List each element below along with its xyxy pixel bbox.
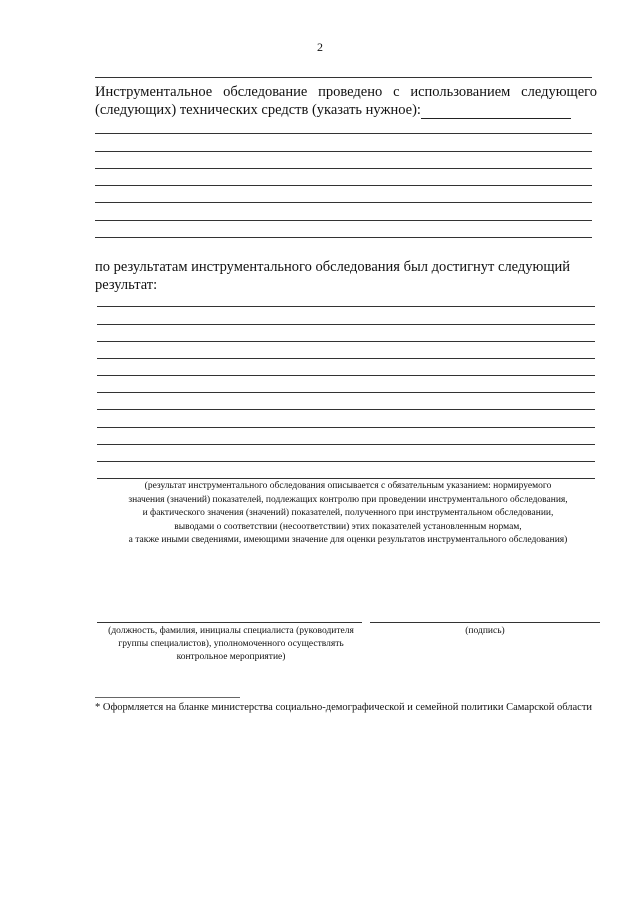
- result-blank-line: [97, 306, 595, 307]
- position-name-caption: [96, 625, 366, 664]
- caption-line: значения (значений) показателей, подлежащих контролю при проведении инструментального обследования,: [128, 494, 568, 505]
- instruments-blank-line: [95, 168, 592, 169]
- position-name-line: [97, 622, 362, 623]
- caption-line: группы специалистов), уполномоченного осуществлять: [118, 639, 344, 649]
- caption-line: и фактического значения (значений) показателей, полученного при инструментальном обследовании,: [142, 508, 554, 518]
- signature-caption: (подпись): [465, 626, 505, 636]
- caption-line: (должность, фамилия, инициалы специалиста (руководителя: [108, 626, 354, 636]
- result-blank-line: [97, 324, 595, 325]
- top-rule: [95, 77, 592, 78]
- result-caption: [88, 480, 608, 548]
- result-blank-line: [97, 444, 595, 445]
- result-blank-line: [97, 375, 595, 376]
- instruments-blank-line: [95, 220, 592, 221]
- footnote: * Оформляется на бланке министерства социально-демографической и семейной политики Самарской области: [95, 702, 593, 713]
- result-blank-line: [97, 392, 595, 393]
- instruments-blank-line: [95, 202, 592, 203]
- caption-line: выводами о соответствии (несоответствии) этих показателей установленным нормам,: [174, 521, 522, 532]
- instruments-paragraph: [95, 83, 597, 119]
- result-blank-line: [97, 358, 595, 359]
- page-number: 2: [317, 40, 323, 54]
- instruments-blank-line: [95, 237, 592, 238]
- instruments-text: Инструментальное обследование проведено с использованием следующего (следующих) технических средств (указать нужное):: [95, 84, 597, 118]
- result-blank-line: [97, 409, 595, 410]
- signature-line: [370, 622, 600, 623]
- result-blank-line: [97, 478, 595, 479]
- instruments-blank-line: [95, 133, 592, 134]
- caption-line: (результат инструментального обследования описывается с обязательным указанием: нормируемого: [144, 481, 552, 491]
- instruments-blank-line: [95, 151, 592, 152]
- caption-line: а также иными сведениями, имеющими значение для оценки результатов инструментального обследования): [128, 535, 568, 545]
- result-blank-line: [97, 461, 595, 462]
- result-blank-line: [97, 427, 595, 428]
- result-paragraph: по результатам инструментального обследования был достигнут следующий результат:: [95, 259, 571, 293]
- footnote-rule: [95, 697, 240, 698]
- instruments-blank-line: [95, 185, 592, 186]
- caption-line: контрольное мероприятие): [176, 652, 286, 662]
- instruments-fill-line: [421, 106, 571, 119]
- result-blank-line: [97, 341, 595, 342]
